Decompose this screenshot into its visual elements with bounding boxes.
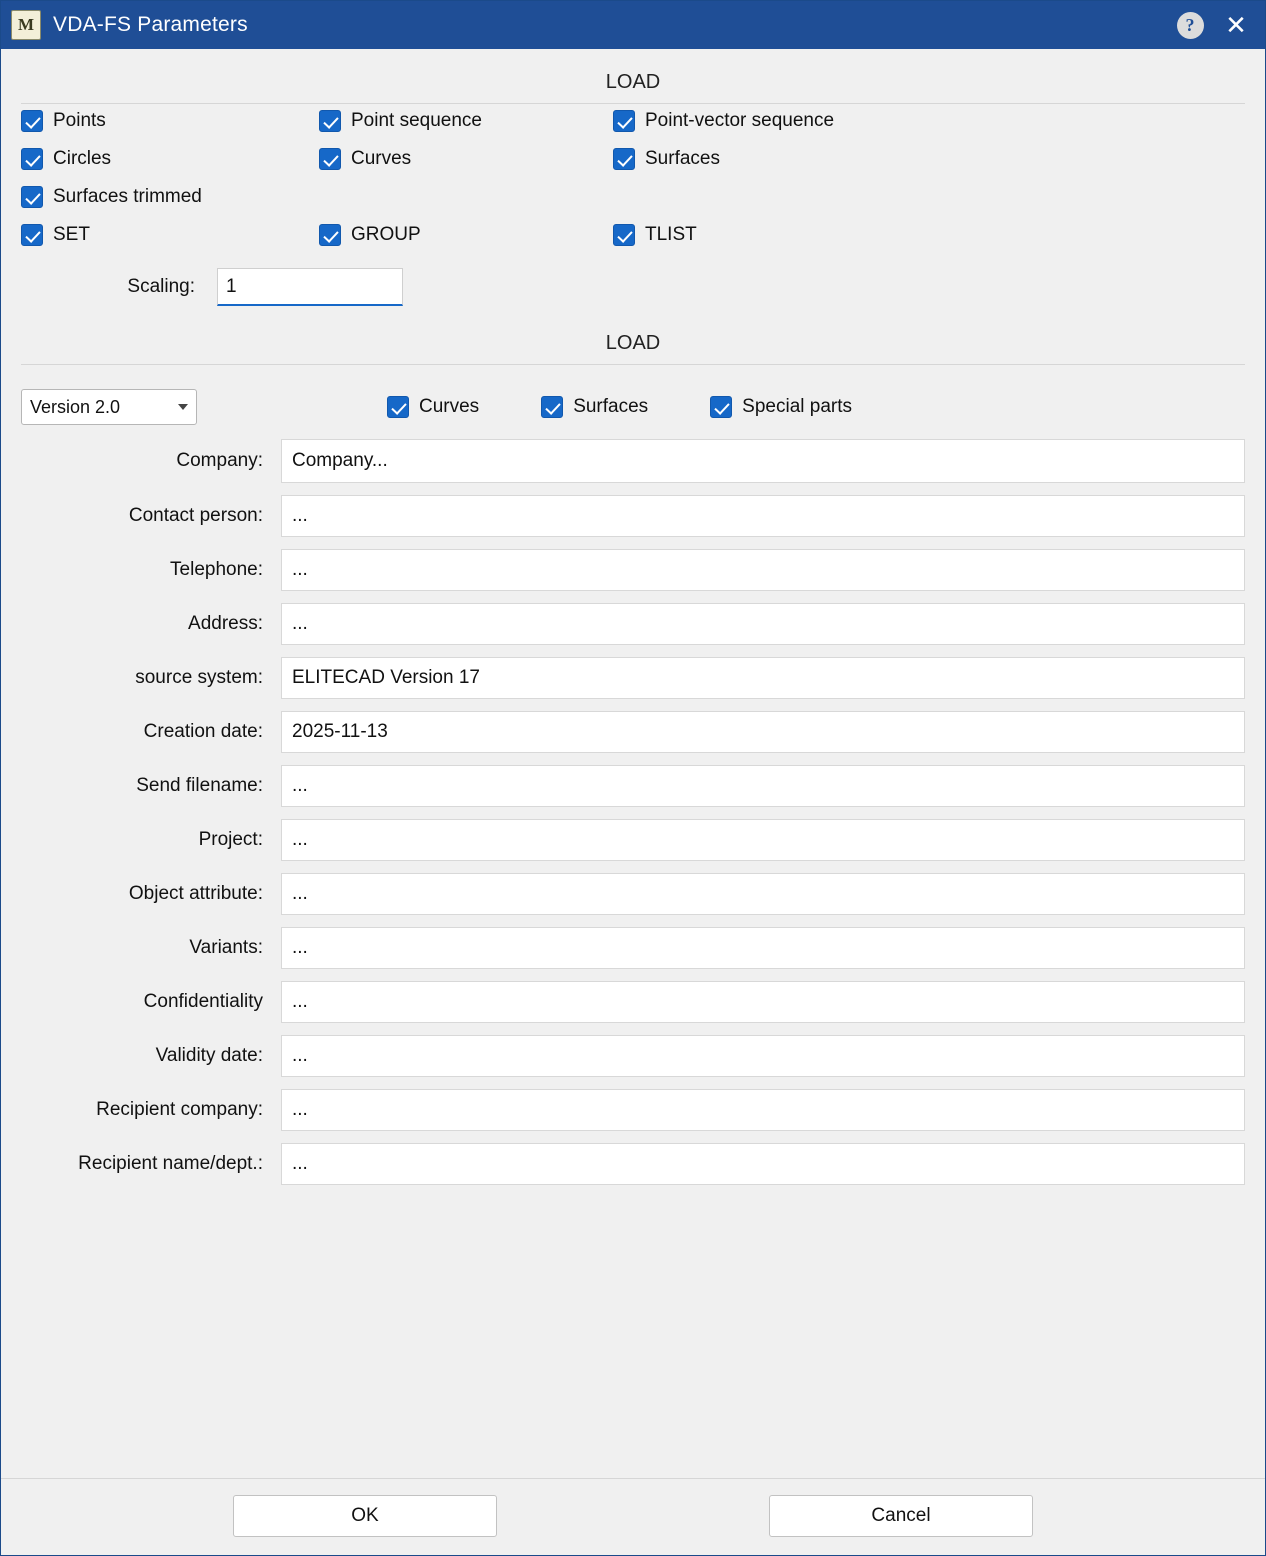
- section-title-load-2: LOAD: [592, 332, 674, 354]
- field-input-source-system[interactable]: [281, 657, 1245, 699]
- field-row-telephone: [21, 549, 1245, 591]
- checkbox-circles[interactable]: [21, 148, 319, 170]
- checkbox-label-point-sequence: Point sequence: [351, 110, 482, 131]
- app-icon-glyph: M: [17, 15, 35, 34]
- field-input-address[interactable]: [281, 603, 1245, 645]
- checkbox-box-curves[interactable]: [319, 148, 341, 170]
- field-input-company[interactable]: [281, 439, 1245, 483]
- checkbox-points[interactable]: [21, 110, 319, 132]
- field-input-variants[interactable]: [281, 927, 1245, 969]
- section-title-load-1: LOAD: [592, 71, 674, 93]
- field-label-confidentiality: Confidentiality: [143, 991, 263, 1012]
- chevron-down-icon: [178, 404, 188, 410]
- checkbox-row-1: [21, 110, 1245, 132]
- field-input-recipient-name-dept[interactable]: [281, 1143, 1245, 1185]
- field-row-source-system: [21, 657, 1245, 699]
- checkbox-box-point-vector-sequence[interactable]: [613, 110, 635, 132]
- checkbox-row-2: [21, 148, 1245, 170]
- checkbox-export-surfaces[interactable]: [541, 396, 648, 418]
- checkbox-box-surfaces[interactable]: [613, 148, 635, 170]
- checkbox-export-curves[interactable]: [387, 396, 479, 418]
- checkbox-group[interactable]: [319, 224, 613, 246]
- field-label-send-filename: Send filename:: [136, 775, 263, 796]
- checkbox-row-3: [21, 186, 1245, 208]
- ok-button[interactable]: OK: [233, 1495, 497, 1537]
- checkbox-box-export-curves[interactable]: [387, 396, 409, 418]
- field-label-recipient-company: Recipient company:: [96, 1099, 263, 1120]
- field-input-recipient-company[interactable]: [281, 1089, 1245, 1131]
- checkbox-label-circles: Circles: [53, 148, 112, 169]
- close-button[interactable]: [1213, 2, 1259, 48]
- checkbox-box-surfaces-trimmed[interactable]: [21, 186, 43, 208]
- scaling-row: [21, 268, 1245, 306]
- help-icon: ?: [1177, 12, 1204, 39]
- checkbox-label-point-vector-sequence: Point-vector sequence: [645, 110, 835, 131]
- section-header-load-2: [21, 310, 1245, 371]
- checkbox-label-points: Points: [53, 110, 106, 131]
- version-select[interactable]: [21, 389, 197, 425]
- checkbox-label-special-parts: Special parts: [742, 396, 853, 417]
- checkbox-label-surfaces-trimmed: Surfaces trimmed: [53, 186, 202, 207]
- dialog-footer: [1, 1478, 1265, 1555]
- field-label-project: Project:: [198, 829, 263, 850]
- app-icon: [11, 10, 41, 40]
- field-input-contact-person[interactable]: [281, 495, 1245, 537]
- checkbox-label-tlist: TLIST: [645, 224, 697, 245]
- window-title: VDA-FS Parameters: [53, 13, 248, 36]
- field-row-recipient-company: [21, 1089, 1245, 1131]
- dialog-content: [1, 49, 1265, 1478]
- field-row-recipient-name-dept: [21, 1143, 1245, 1185]
- field-label-object-attribute: Object attribute:: [128, 883, 263, 904]
- field-label-recipient-name-dept: Recipient name/dept.:: [78, 1153, 263, 1174]
- checkbox-label-set: SET: [53, 224, 90, 245]
- checkbox-point-sequence[interactable]: [319, 110, 613, 132]
- checkbox-box-points[interactable]: [21, 110, 43, 132]
- field-row-send-filename: [21, 765, 1245, 807]
- help-button[interactable]: [1167, 2, 1213, 48]
- field-input-confidentiality[interactable]: [281, 981, 1245, 1023]
- field-row-variants: [21, 927, 1245, 969]
- version-select-value: Version 2.0: [30, 396, 121, 417]
- checkbox-surfaces-trimmed[interactable]: [21, 186, 319, 208]
- field-label-contact-person: Contact person:: [128, 505, 263, 526]
- field-row-object-attribute: [21, 873, 1245, 915]
- version-row: [21, 389, 1245, 425]
- field-label-creation-date: Creation date:: [143, 721, 263, 742]
- field-input-validity-date[interactable]: [281, 1035, 1245, 1077]
- field-input-telephone[interactable]: [281, 549, 1245, 591]
- checkbox-box-special-parts[interactable]: [710, 396, 732, 418]
- field-input-send-filename[interactable]: [281, 765, 1245, 807]
- field-input-project[interactable]: [281, 819, 1245, 861]
- checkbox-box-set[interactable]: [21, 224, 43, 246]
- checkbox-label-surfaces: Surfaces: [645, 148, 720, 169]
- checkbox-point-vector-sequence[interactable]: [613, 110, 834, 132]
- field-row-address: [21, 603, 1245, 645]
- checkbox-surfaces[interactable]: [613, 148, 720, 170]
- checkbox-box-group[interactable]: [319, 224, 341, 246]
- checkbox-label-curves: Curves: [351, 148, 412, 169]
- checkbox-special-parts[interactable]: [710, 396, 852, 418]
- section-header-load-1: [21, 49, 1245, 110]
- checkbox-curves[interactable]: [319, 148, 613, 170]
- field-input-creation-date[interactable]: [281, 711, 1245, 753]
- checkbox-label-export-surfaces: Surfaces: [573, 396, 649, 417]
- cancel-button[interactable]: Cancel: [769, 1495, 1033, 1537]
- field-row-validity-date: [21, 1035, 1245, 1077]
- checkbox-label-group: GROUP: [351, 224, 421, 245]
- close-icon: ✕: [1225, 10, 1247, 40]
- checkbox-label-export-curves: Curves: [419, 396, 480, 417]
- field-label-address: Address:: [188, 613, 263, 634]
- checkbox-box-circles[interactable]: [21, 148, 43, 170]
- field-label-telephone: Telephone:: [170, 559, 263, 580]
- fields-list: [21, 439, 1245, 1185]
- field-row-creation-date: [21, 711, 1245, 753]
- checkbox-row-4: [21, 224, 1245, 246]
- field-label-company: Company:: [176, 450, 263, 471]
- checkbox-box-point-sequence[interactable]: [319, 110, 341, 132]
- scaling-input[interactable]: [217, 268, 403, 306]
- field-row-confidentiality: [21, 981, 1245, 1023]
- field-label-validity-date: Validity date:: [155, 1045, 263, 1066]
- scaling-label: Scaling:: [127, 276, 195, 297]
- field-row-company: [21, 439, 1245, 483]
- checkbox-box-tlist[interactable]: [613, 224, 635, 246]
- field-row-contact-person: [21, 495, 1245, 537]
- title-bar: [1, 1, 1265, 49]
- field-input-object-attribute[interactable]: [281, 873, 1245, 915]
- checkbox-set[interactable]: [21, 224, 319, 246]
- field-row-project: [21, 819, 1245, 861]
- field-label-variants: Variants:: [189, 937, 263, 958]
- field-label-source-system: source system:: [135, 667, 263, 688]
- checkbox-tlist[interactable]: [613, 224, 697, 246]
- checkbox-box-export-surfaces[interactable]: [541, 396, 563, 418]
